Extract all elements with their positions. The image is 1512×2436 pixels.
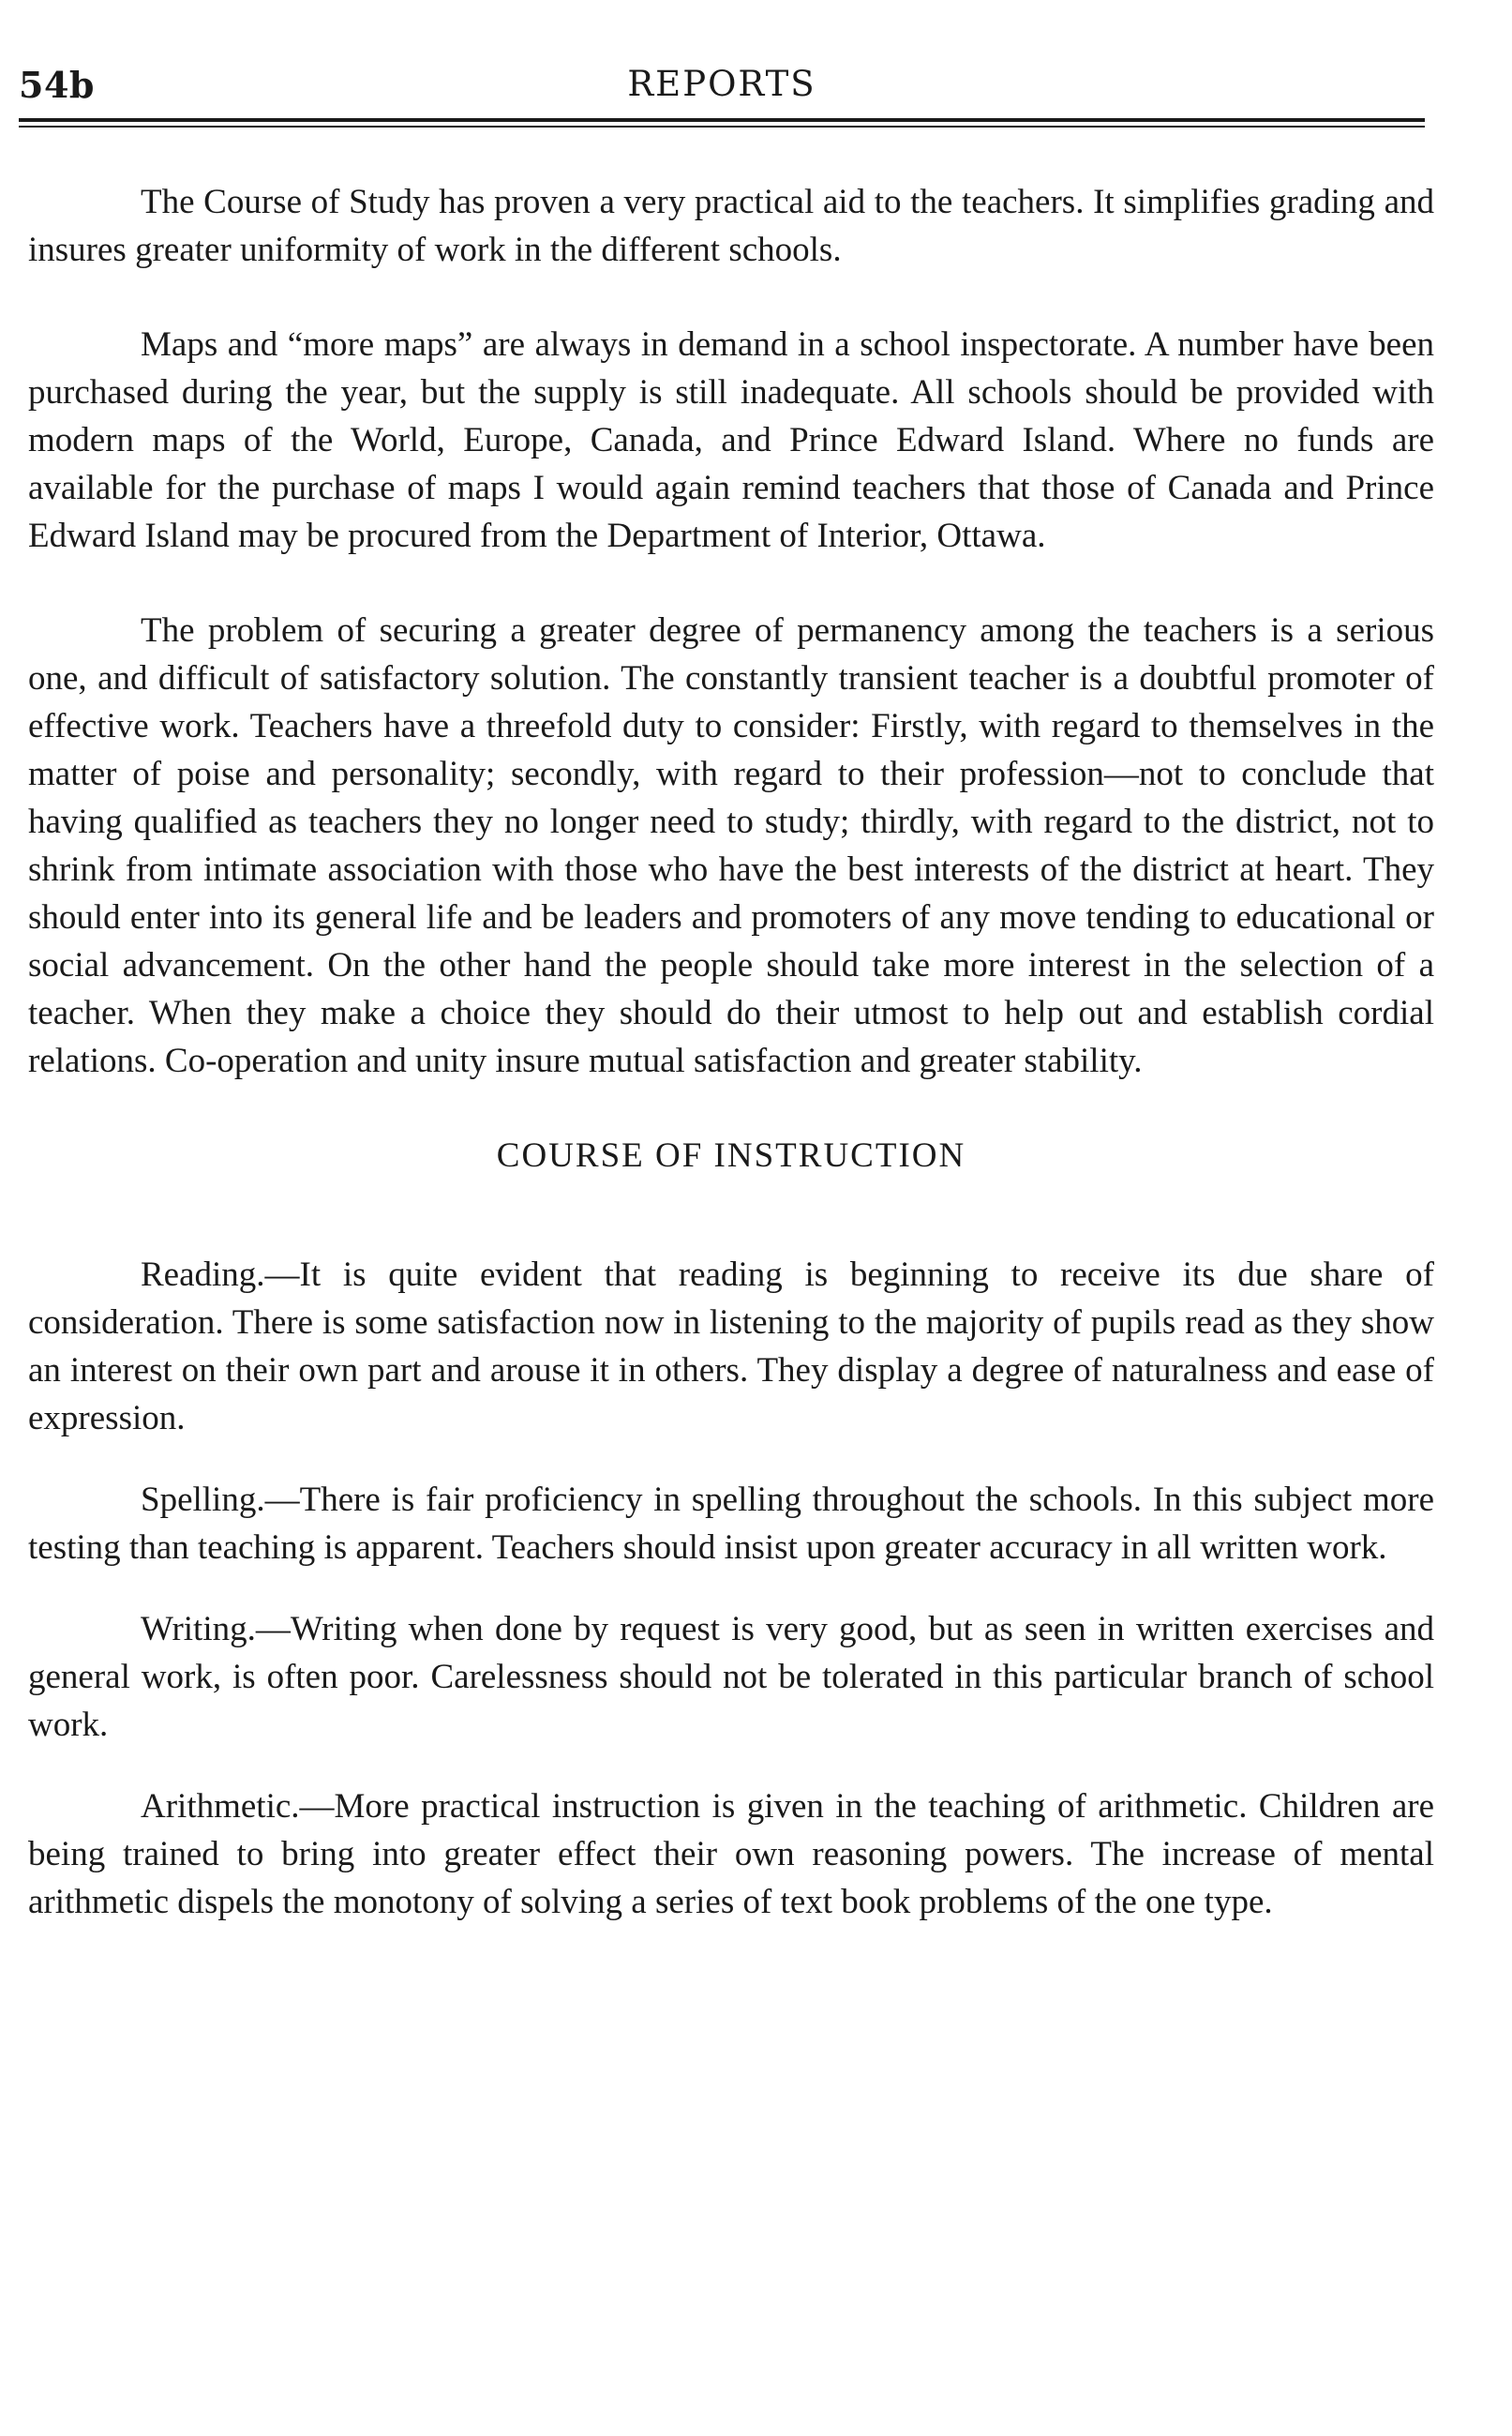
paragraph-reading: Reading.—It is quite evident that reading is beginning to receive its due share of consideration. There is some satisfaction now in listening to the majority of pupils read as they show an interest on their own part and arouse it in others. They display a degree of naturalness and ease of expression.: [28, 1256, 1434, 1437]
page-header: [19, 64, 1425, 120]
header-rule-thick: [19, 118, 1425, 122]
paragraph-spelling: Spelling.—There is fair proficiency in spelling throughout the schools. In this subject more testing than teaching is apparent. Teachers should insist upon greater accuracy in all written work.: [28, 1481, 1434, 1567]
paragraph-teacher-permanency: The problem of securing a greater degree of permanency among the teachers is a serious one, and difficult of satisfactory solution. The constantly transient teacher is a doubtful promoter of effective work. Teachers have a threefold duty to consider: Firstly, with regard to themselves in the matter of poise and personality; secondly, with regard to their profession—not to conclude that having qualified as teachers they no longer need to study; thirdly, with regard to the district, not to shrink from intimate association with those who have the best interests of the district at heart. They should enter into its general life and be leaders and promoters of any move tending to educational or social advancement. On the other hand the people should take more interest in the selection of a teacher. When they make a choice they should do their utmost to help out and establish cordial relations. Co-operation and unity insure mutual satisfaction and greater stability.: [28, 611, 1434, 1080]
running-title: REPORTS: [627, 64, 816, 104]
paragraph-arithmetic: Arithmetic.—More practical instruction is given in the teaching of arithmetic. Children are being trained to bring into greater effect their own reasoning powers. The increase of mental arithmetic dispels the monotony of solving a series of text book problems of the one type.: [28, 1787, 1434, 1921]
header-rule-thin: [19, 126, 1425, 128]
body-text: [28, 178, 1434, 1960]
paragraph-writing: Writing.—Writing when done by request is very good, but as seen in written exercises and general work, is often poor. Carelessness should not be tolerated in this particular branch of school work.: [28, 1610, 1434, 1744]
page-number: 54b: [19, 64, 95, 106]
paragraph-course-of-study: The Course of Study has proven a very practical aid to the teachers. It simplifies grading and insures greater uniformity of work in the different schools.: [28, 183, 1434, 269]
section-heading: COURSE OF INSTRUCTION: [496, 1136, 966, 1175]
paragraph-maps: Maps and “more maps” are always in demand in a school inspectorate. A number have been purchased during the year, but the supply is still inadequate. All schools should be provided with modern maps of the World, Europe, Canada, and Prince Edward Island. Where no funds are available for the purchase of maps I would again remind teachers that those of Canada and Prince Edward Island may be procured from the Department of Interior, Ottawa.: [28, 325, 1434, 555]
